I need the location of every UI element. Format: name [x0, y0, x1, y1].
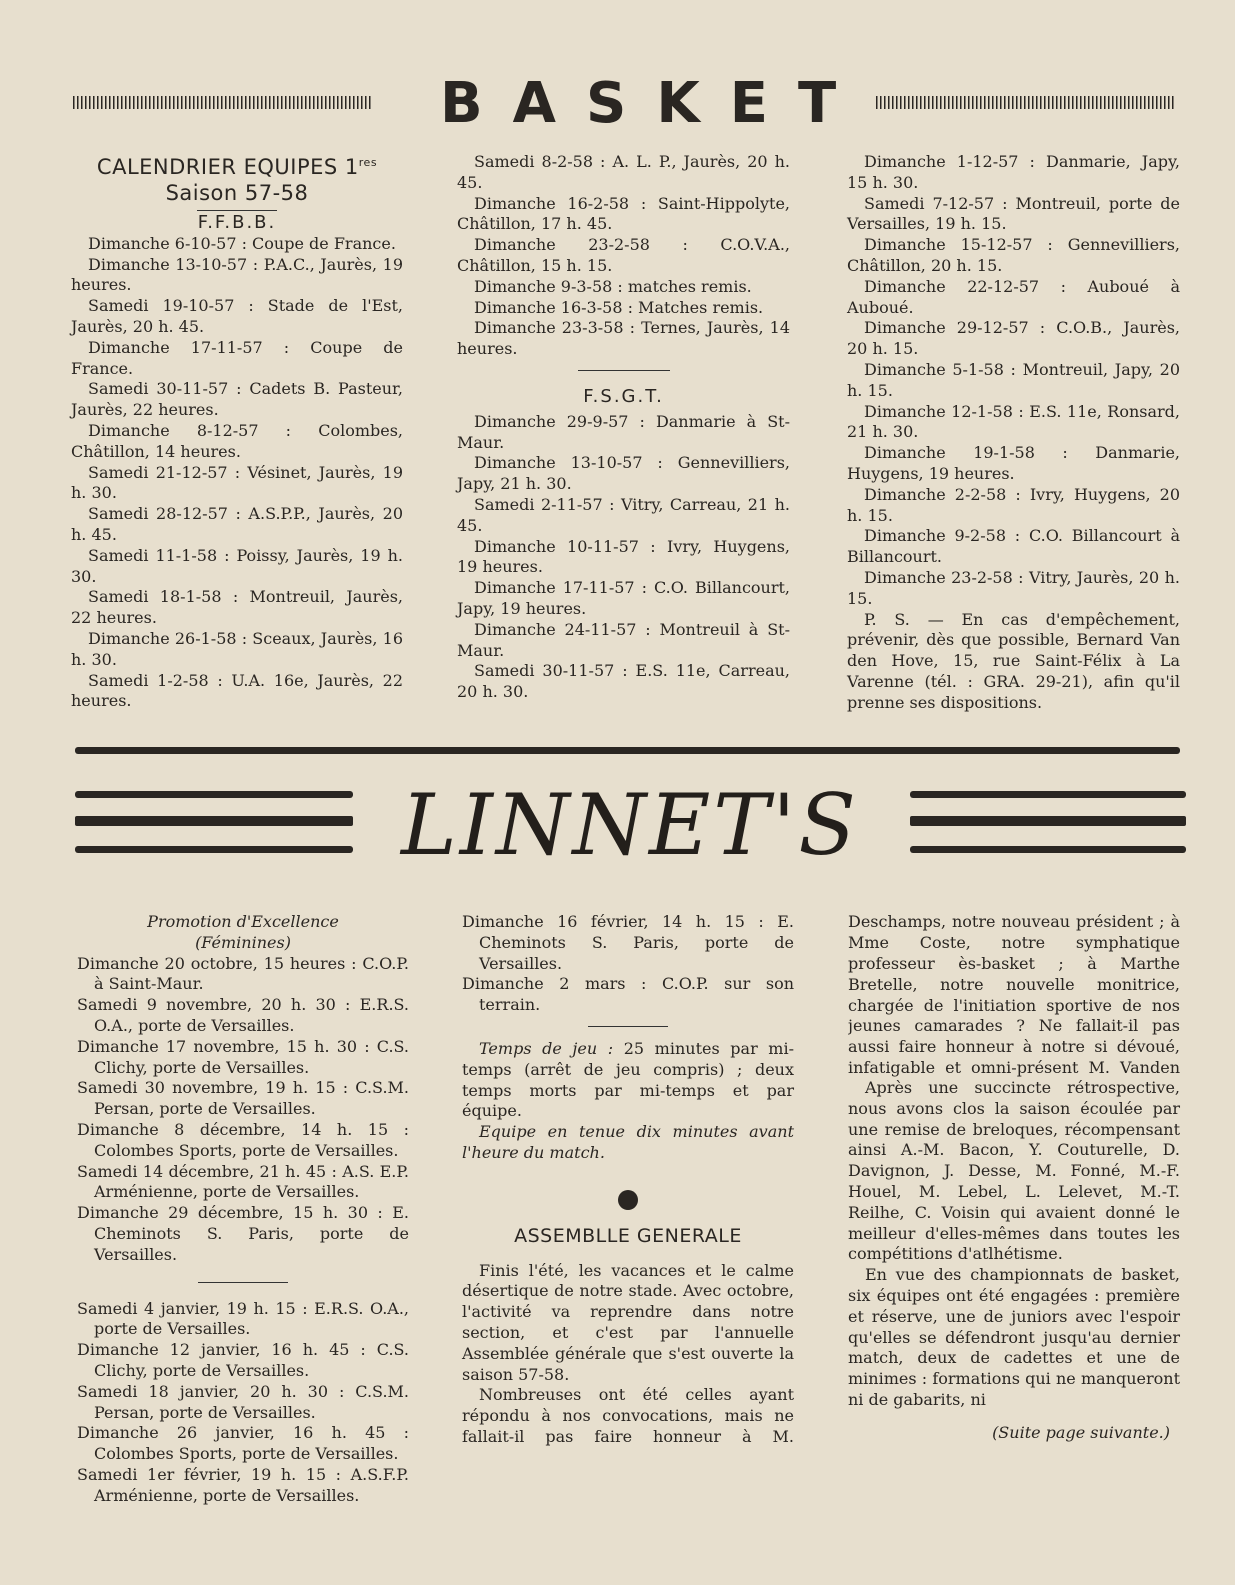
promotion-entry: Dimanche 17 novembre, 15 h. 30 : C.S. Clichy, porte de Versailles. — [77, 1036, 409, 1077]
promotion-entry: Samedi 30 novembre, 19 h. 15 : C.S.M. Persan, porte de Versailles. — [77, 1078, 409, 1119]
ffbb-entry: Samedi 19-10-57 : Stade de l'Est, Jaurès, 20 h. 45. — [71, 296, 403, 336]
assemblee-title: ASSEMBLLE GENERALE — [514, 1224, 742, 1247]
fsgt-entry: Dimanche 19-1-58 : Danmarie, Huygens, 19 heures. — [847, 443, 1180, 483]
ffbb-entry: Samedi 28-12-57 : A.S.P.P., Jaurès, 20 h. 45. — [71, 504, 403, 544]
fsgt-entry: Dimanche 13-10-57 : Gennevilliers, Japy, 21 h. 30. — [457, 453, 790, 494]
calendar-season: Saison 57-58 — [165, 181, 309, 205]
temps-label: Temps de jeu : — [479, 1038, 614, 1058]
temps-de-jeu — [462, 1039, 794, 1122]
ffbb-heading: F.F.B.B. — [197, 212, 277, 233]
basket-column-3 — [847, 152, 1180, 714]
bullet-ornament — [618, 1190, 638, 1210]
ffbb-entry: Samedi 21-12-57 : Vésinet, Jaurès, 19 h. 30. — [71, 462, 403, 503]
linnets-ornament-left — [75, 791, 353, 798]
ffbb-entry: Dimanche 26-1-58 : Sceaux, Jaurès, 16 h. 30. — [71, 628, 403, 669]
assemblee-paragraph: Finis l'été, les vacances et le calme désertique de notre stade. Avec octobre, l'activité va reprendre dans notre section, et c'est par l'annuelle Assemblée générale que s'est ouverte la saison 57-58. — [462, 1260, 794, 1384]
fsgt-entry: Dimanche 10-11-57 : Ivry, Huygens, 19 heures. — [457, 536, 790, 577]
linnets-column-2 — [462, 912, 794, 1447]
ffbb-entry: Dimanche 17-11-57 : Coupe de France. — [71, 337, 403, 378]
linnets-title: LINNET'S — [401, 776, 859, 874]
fsgt-entry: Dimanche 29-12-57 : C.O.B., Jaurès, 20 h. 15. — [847, 318, 1180, 359]
ffbb-entry: Samedi 18-1-58 : Montreuil, Jaurès, 22 heures. — [71, 587, 403, 628]
ffbb-entry: Samedi 8-2-58 : A. L. P., Jaurès, 20 h. 45. — [457, 152, 790, 192]
fsgt-entry: Dimanche 23-2-58 : Vitry, Jaurès, 20 h. 15. — [847, 567, 1180, 608]
ffbb-entry: Dimanche 13-10-57 : P.A.C., Jaurès, 19 heures. — [71, 254, 403, 295]
basket-column-2 — [457, 152, 790, 703]
promotion-entry: Dimanche 16 février, 14 h. 15 : E. Cheminots S. Paris, porte de Versailles. — [462, 912, 794, 973]
ffbb-entry: Dimanche 6-10-57 : Coupe de France. — [88, 233, 396, 253]
promotion-entry: Dimanche 2 mars : C.O.P. sur son terrain. — [462, 974, 794, 1015]
linnets-ornament-right — [910, 846, 1186, 853]
header-ornament-left — [73, 96, 373, 109]
continued-note: (Suite page suivante.) — [992, 1422, 1170, 1442]
fsgt-entry: Samedi 2-11-57 : Vitry, Carreau, 21 h. 45. — [457, 494, 790, 535]
basket-column-1 — [71, 150, 403, 712]
linnets-ornament-left — [75, 816, 353, 826]
fsgt-entry: Dimanche 2-2-58 : Ivry, Huygens, 20 h. 15. — [847, 484, 1180, 525]
fsgt-entry: Samedi 30-11-57 : E.S. 11e, Carreau, 20 h. 30. — [457, 661, 790, 702]
ffbb-entry: Dimanche 16-2-58 : Saint-Hippolyte, Châtillon, 17 h. 45. — [457, 193, 790, 234]
fsgt-ps: P. S. — En cas d'empêchement, prévenir, dès que possible, Bernard Van den Hove, 15, rue Saint-Félix à La Varenne (tél. : GRA. 29-21), afin qu'il prenne ses dispositions. — [847, 609, 1180, 712]
calendar-title — [71, 150, 403, 206]
ffbb-entry: Dimanche 16-3-58 : Matches remis. — [474, 297, 764, 317]
temps-text: 25 minutes par mi-temps (arrêt de jeu compris) ; deux temps morts par mi-temps et par équipe. — [462, 1038, 794, 1121]
fsgt-entry: Dimanche 29-9-57 : Danmarie à St-Maur. — [457, 411, 790, 452]
promotion-entry: Dimanche 12 janvier, 16 h. 45 : C.S. Clichy, porte de Versailles. — [77, 1340, 409, 1380]
ffbb-entry: Dimanche 23-3-58 : Ternes, Jaurès, 14 heures. — [457, 318, 790, 359]
fsgt-entry: Dimanche 17-11-57 : C.O. Billancourt, Japy, 19 heures. — [457, 578, 790, 618]
promotion-entry: Samedi 14 décembre, 21 h. 45 : A.S. E.P. Arménienne, porte de Versailles. — [77, 1161, 409, 1202]
header-ornament-right — [876, 96, 1176, 109]
calendar-title-text: CALENDRIER EQUIPES 1 — [96, 155, 359, 179]
section-divider — [75, 747, 1180, 754]
linnets-column-1 — [77, 912, 409, 1507]
calendar-title-sup: res — [358, 156, 378, 169]
fsgt-entry: Samedi 7-12-57 : Montreuil, porte de Versailles, 19 h. 15. — [847, 193, 1180, 234]
basket-title: BASKET — [440, 71, 867, 136]
fsgt-entry: Dimanche 15-12-57 : Gennevilliers, Châtillon, 20 h. 15. — [847, 235, 1180, 275]
promotion-entry: Dimanche 20 octobre, 15 heures : C.O.P. à Saint-Maur. — [77, 953, 409, 994]
assemblee-paragraph-1a: Nombreuses ont été celles ayant répondu à nos convocations, mais ne fallait-il pas faire honneur à M. — [462, 1385, 794, 1446]
fsgt-entry: Dimanche 1-12-57 : Danmarie, Japy, 15 h. 30. — [847, 152, 1180, 192]
promotion-heading: Promotion d'Excellence — [147, 912, 339, 931]
fsgt-entry: Dimanche 12-1-58 : E.S. 11e, Ronsard, 21 h. 30. — [847, 401, 1180, 442]
ffbb-entry: Samedi 1-2-58 : U.A. 16e, Jaurès, 22 heures. — [71, 670, 403, 711]
promotion-entry: Samedi 4 janvier, 19 h. 15 : E.R.S. O.A., porte de Versailles. — [77, 1298, 409, 1339]
linnets-column-3 — [848, 912, 1180, 1444]
promotion-subheading: (Féminines) — [195, 932, 291, 952]
ffbb-entry: Samedi 30-11-57 : Cadets B. Pasteur, Jaurès, 22 heures. — [71, 379, 403, 420]
linnets-ornament-right — [910, 791, 1186, 798]
fsgt-entry: Dimanche 24-11-57 : Montreuil à St-Maur. — [457, 619, 790, 660]
ffbb-entry: Dimanche 8-12-57 : Colombes, Châtillon, 14 heures. — [71, 420, 403, 461]
promotion-entry: Samedi 9 novembre, 20 h. 30 : E.R.S. O.A., porte de Versailles. — [77, 995, 409, 1035]
ffbb-entry: Dimanche 23-2-58 : C.O.V.A., Châtillon, 15 h. 15. — [457, 235, 790, 275]
ffbb-entry: Samedi 11-1-58 : Poissy, Jaurès, 19 h. 30. — [71, 545, 403, 586]
promotion-entry: Dimanche 26 janvier, 16 h. 45 : Colombes Sports, porte de Versailles. — [77, 1423, 409, 1464]
assemblee-paragraph: En vue des championnats de basket, six équipes ont été engagées : première et réserve, une de juniors avec l'espoir qu'elles se défendront jusqu'au dernier match, deux de cadettes et une de minimes : formations qui ne manqueront ni de gabarits, ni — [848, 1265, 1180, 1409]
equipe-note: Equipe en tenue dix minutes avant l'heure du match. — [462, 1122, 794, 1162]
assemblee-paragraph-1b: Deschamps, notre nouveau président ; à Mme Coste, notre symphatique professeur ès-basket ; à Marthe Bretelle, notre nouvelle monitrice, chargée de l'initiation sportive de nos jeunes camarades ? Ne fallait-il pas aussi faire honneur à notre si dévoué, infatigable et omni-présent M. Vanden — [848, 912, 1180, 1077]
fsgt-heading: F.S.G.T. — [583, 385, 664, 407]
promotion-entry: Dimanche 8 décembre, 14 h. 15 : Colombes Sports, porte de Versailles. — [77, 1119, 409, 1160]
assemblee-paragraph: Après une succincte rétrospective, nous avons clos la saison écoulée par une remise de breloques, récompensant ainsi A.-M. Bacon, Y. Couturelle, D. Davignon, J. Desse, M. Fonné, M.-F. Houel, M. Lebel, L. Lelevet, M.-T. Reilhe, C. Voisin qui avaient donné le meilleur d'elles-mêmes dans toutes les compétitions d'atlhétisme. — [848, 1078, 1180, 1264]
linnets-ornament-right — [910, 816, 1186, 826]
fsgt-entry: Dimanche 5-1-58 : Montreuil, Japy, 20 h. 15. — [847, 359, 1180, 400]
fsgt-entry: Dimanche 9-2-58 : C.O. Billancourt à Billancourt. — [847, 526, 1180, 567]
promotion-entry: Dimanche 29 décembre, 15 h. 30 : E. Cheminots S. Paris, porte de Versailles. — [77, 1203, 409, 1264]
promotion-entry: Samedi 18 janvier, 20 h. 30 : C.S.M. Persan, porte de Versailles. — [77, 1381, 409, 1422]
promotion-entry: Samedi 1er février, 19 h. 15 : A.S.F.P. Arménienne, porte de Versailles. — [77, 1464, 409, 1505]
ffbb-entry: Dimanche 9-3-58 : matches remis. — [474, 276, 752, 296]
assemblee-continued-block — [848, 912, 1180, 1078]
linnets-ornament-left — [75, 846, 353, 853]
fsgt-entry: Dimanche 22-12-57 : Auboué à Auboué. — [847, 276, 1180, 317]
